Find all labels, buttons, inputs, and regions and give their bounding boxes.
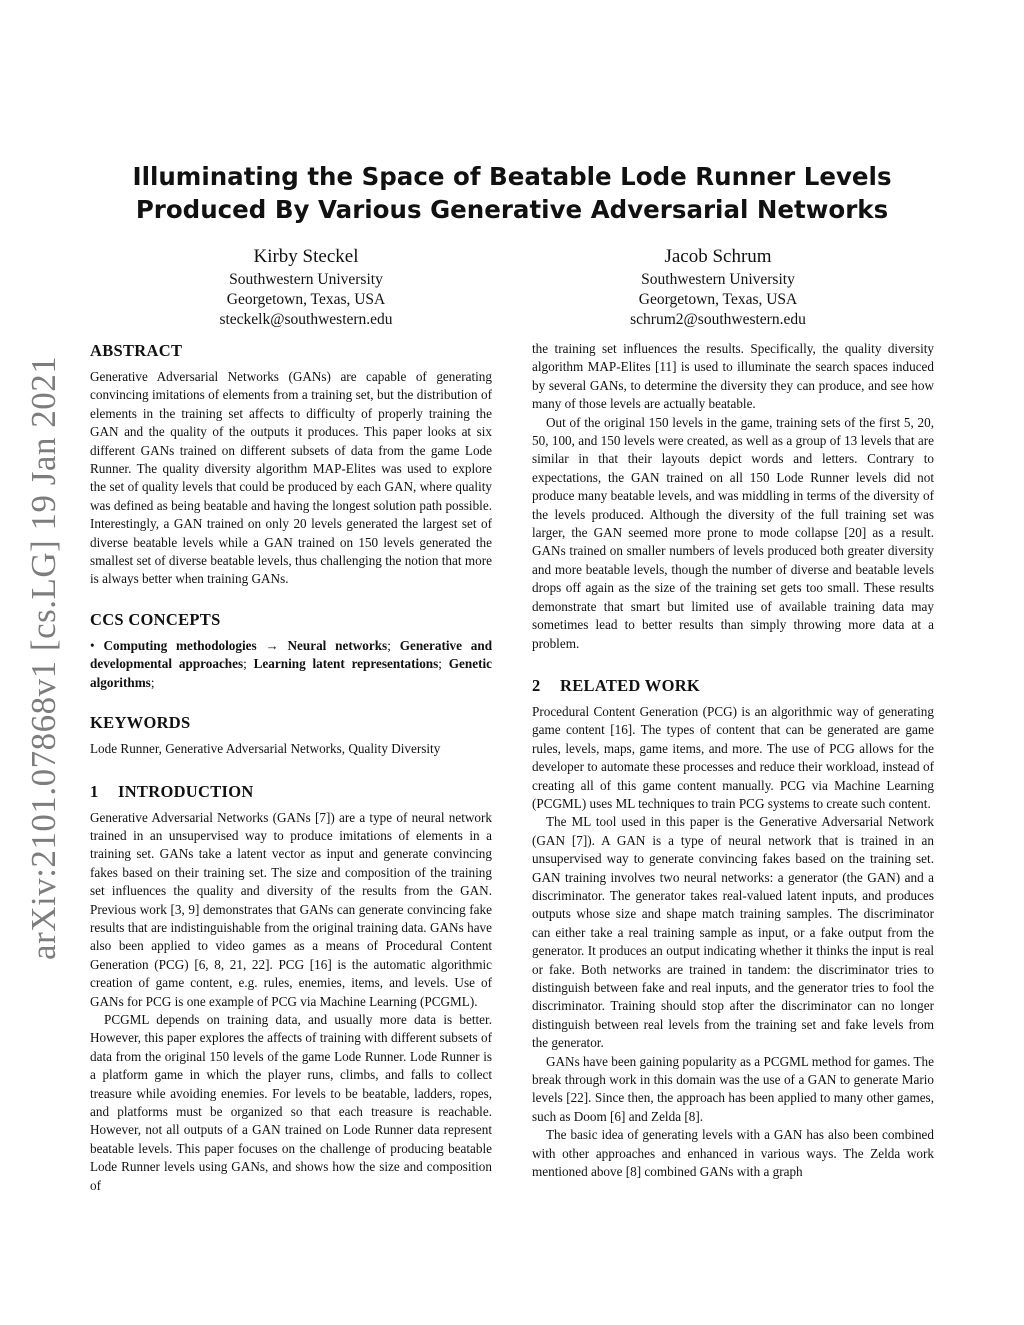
right-column (532, 340, 934, 1181)
author-affiliation: Southwestern University (229, 271, 383, 288)
author-name: Jacob Schrum (664, 246, 772, 267)
ccs-heading: CCS CONCEPTS (90, 609, 221, 629)
ccs-concept: Generative and developmental approaches (90, 637, 493, 672)
author-affiliation: Southwestern University (641, 271, 795, 288)
ccs-concept: Neural networks (287, 637, 388, 653)
related-paragraph-4: The basic idea of generating levels with a GAN has also been combined with other approaches and enhanced in various ways. The Zelda work mentioned above [8] combined GANs with a graph (532, 1127, 934, 1180)
ccs-concepts-list: • Computing methodologies → Neural networks; Generative and developmental approaches; Learning latent representations; Genetic algorithms; (90, 637, 493, 690)
intro-paragraph-4: Out of the original 150 levels in the game, training sets of the first 5, 20, 50, 100, and 150 levels were created, as well as a group of 13 levels that are similar in that their layouts depict words and letters. Contrary to expectations, the GAN trained on all 150 Lode Runner levels did not produce many beatable levels, and was middling in terms of the diversity of the levels produced. Although the diversity of the full training set was larger, the GAN seemed more prone to mode collapse [20] as a result. GANs trained on smaller numbers of levels produced both greater diversity and more beatable levels, though the number of diverse and beatable levels drops off again as the size of the training set gets too small. These results demonstrate that smart but limited use of available training data may sometimes lead to better results than simply throwing more data at a problem. (532, 414, 934, 651)
author-block-1 (141, 244, 471, 330)
ccs-arrow: → (265, 637, 279, 653)
related-paragraph-2: The ML tool used in this paper is the Generative Adversarial Network (GAN [7]). A GAN is a type of neural network that is trained in an unsupervised way to generate convincing fakes based on the training set. GAN training involves two neural networks: a generator (the GAN) and a discriminator. The generator takes real-valued latent inputs, and produces outputs whose size and shape match training samples. The discriminator can either take a real training sample as input, or a fake output from the generator. It produces an output indicating whether it thinks the input is real or fake. Both networks are trained in tandem: the discriminator tries to distinguish between fake and real inputs, and the generator tries to fool the discriminator. Training should stop after the discriminator can no longer distinguish between real levels from the training set and fake levels from the generator. (532, 814, 934, 1051)
related-paragraph-3: GANs have been gaining popularity as a PCGML method for games. The break through work in this domain was the use of a GAN to generate Mario levels [22]. Since then, the approach has been applied to many other games, such as Doom [6] and Zelda [8]. (532, 1053, 934, 1124)
introduction-heading (90, 781, 492, 803)
keywords-text: Lode Runner, Generative Adversarial Networks, Quality Diversity (90, 741, 441, 757)
arxiv-identifier: arXiv:2101.07868v1 [cs.LG] 19 Jan 2021 (24, 355, 63, 961)
left-column (90, 340, 492, 1195)
intro-paragraph-2: PCGML depends on training data, and usually more data is better. However, this paper explores the affects of training with different subsets of data from the original 150 levels of the game Lode Runner. Lode Runner is a platform game in which the player runs, climbs, and falls to collect treasure while avoiding enemies. For levels to be beatable, ladders, ropes, and platforms must be organized so that each treasure is reachable. However, not all outputs of a GAN trained on Lode Runner data represent beatable levels. This paper focuses on the challenge of producing beatable Lode Runner levels using GANs, and shows how the size and composition of (90, 1011, 492, 1193)
title-line-2: Produced By Various Generative Adversarial Networks (135, 195, 889, 224)
section-number: 1 (90, 781, 99, 801)
intro-paragraph-3: the training set influences the results. Specifically, the quality diversity algorithm MAP-Elites [11] is used to illuminate the search spaces induced by several GANs, to determine the diversity they can produce, and see how many of those levels are actually beatable. (532, 341, 934, 412)
section-number: 2 (532, 675, 541, 695)
ccs-concept: Genetic algorithms (90, 656, 492, 690)
author-location: Georgetown, Texas, USA (638, 291, 798, 308)
section-title: INTRODUCTION (118, 781, 254, 801)
ccs-bullet: • (90, 637, 95, 653)
author-location: Georgetown, Texas, USA (226, 291, 386, 308)
keywords-heading: KEYWORDS (90, 713, 191, 733)
title-line-1: Illuminating the Space of Beatable Lode Runner Levels (132, 162, 892, 191)
ccs-concept: Computing methodologies (103, 637, 257, 653)
author-email: steckelk@southwestern.edu (219, 311, 393, 328)
author-email: schrum2@southwestern.edu (630, 311, 806, 328)
author-block-2 (553, 244, 883, 330)
section-title: RELATED WORK (560, 675, 701, 695)
related-work-heading (532, 675, 934, 697)
intro-paragraph-1: Generative Adversarial Networks (GANs [7]) are a type of neural network trained in an unsupervised way to produce imitations of elements in a training set. GANs take a latent vector as input and generate convincing fakes based on their training set. The size and composition of the training set influences the quality and diversity of the results from the GAN. Previous work [3, 9] demonstrates that GANs can generate convincing fake results that are indistinguishable from the original training data. GANs have also been applied to video games as a means of Procedural Content Generation (PCG) [6, 8, 21, 22]. PCG [16] is the automatic algorithmic creation of game content, e.g. rules, enemies, items, and levels. Use of GANs for PCG is one example of PCG via Machine Learning (PCGML). (90, 809, 492, 1009)
related-paragraph-1: Procedural Content Generation (PCG) is an algorithmic way of generating game content [16]. The types of content that can be generated are game rules, levels, maps, game items, and more. The use of PCG allows for the developer to automate these processes and reduce their workload, instead of creating all of this game content manually. PCG via Machine Learning (PCGML) uses ML techniques to train PCG systems to create such content. (532, 703, 934, 811)
author-name: Kirby Steckel (253, 246, 359, 267)
paper-title (90, 160, 934, 226)
abstract-heading: ABSTRACT (90, 341, 183, 360)
ccs-concept: Learning latent representations (253, 656, 439, 672)
abstract-text: Generative Adversarial Networks (GANs) are capable of generating convincing imitations of elements from a training set, but the distribution of elements in the training set affects to difficulty of properly training the GAN and the quality of the outputs it produces. This paper looks at six different GANs trained on different subsets of data from the game Lode Runner. The quality diversity algorithm MAP-Elites was used to explore the set of quality levels that could be produced by each GAN, where quality was defined as being beatable and having the longest solution path possible. Interestingly, a GAN trained on only 20 levels generated the largest set of diverse beatable levels while a GAN trained on 150 levels generated the smallest set of diverse beatable levels, thus challenging the notion that more is always better when training GANs. (90, 369, 492, 587)
